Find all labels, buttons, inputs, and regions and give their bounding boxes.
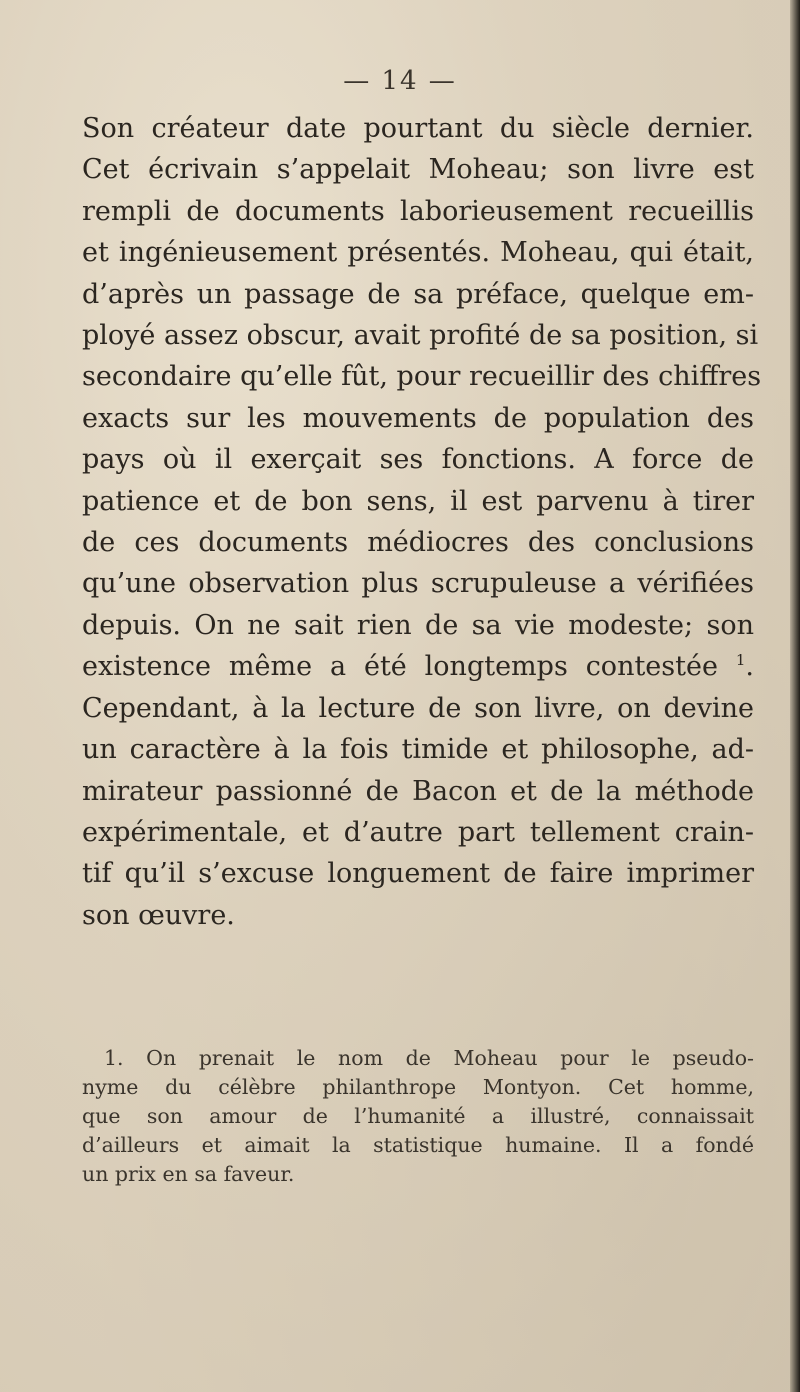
text-line: patience et de bon sens, il est parvenu à tirer <box>82 485 754 517</box>
footnote-line: que son amour de l’humanité a illustré, connaissait <box>82 1104 754 1128</box>
main-paragraph <box>82 108 762 936</box>
footnote-reference-period: . <box>745 651 754 683</box>
footnote-reference[interactable]: 1 <box>735 651 746 670</box>
text-line: Cet écrivain s’appelait Moheau; son livre est <box>82 154 754 186</box>
text-line: Cependant, à la lecture de son livre, on devine <box>82 692 754 724</box>
text-line: exacts sur les mouvements de population des <box>82 402 754 434</box>
text-line: pays où il exerçait ses fonctions. A force de <box>82 444 754 476</box>
footnote-line: d’ailleurs et aimait la statistique humaine. Il a fondé <box>82 1133 754 1157</box>
text-line-content: existence même a été longtemps contestée <box>82 651 718 683</box>
text-line: d’après un passage de sa préface, quelque em- <box>82 278 754 310</box>
text-line: ployé assez obscur, avait profité de sa position, si <box>82 320 759 352</box>
text-line: rempli de documents laborieusement recueillis <box>82 195 754 227</box>
text-line: tif qu’il s’excuse longuement de faire imprimer <box>82 858 754 890</box>
footnote-line: 1. On prenait le nom de Moheau pour le pseudo- <box>104 1046 754 1070</box>
text-line: qu’une observation plus scrupuleuse a vérifiées <box>82 568 754 600</box>
footnote-line: nyme du célèbre philanthrope Montyon. Cet homme, <box>82 1075 754 1099</box>
text-line: secondaire qu’elle fût, pour recueillir des chiffres <box>82 361 762 393</box>
text-line: et ingénieusement présentés. Moheau, qui était, <box>82 237 754 269</box>
text-line: de ces documents médiocres des conclusions <box>82 527 754 559</box>
page-edge-shadow <box>790 0 800 1392</box>
text-line: mirateur passionné de Bacon et de la méthode <box>82 775 754 807</box>
text-line: Son créateur date pourtant du siècle dernier. <box>82 113 754 144</box>
text-line: un caractère à la fois timide et philosophe, ad- <box>82 734 754 766</box>
footnote-line: un prix en sa faveur. <box>82 1162 295 1186</box>
page-number: — 14 — <box>343 66 457 96</box>
text-line: son œuvre. <box>82 899 235 931</box>
text-line: depuis. On ne sait rien de sa vie modeste; son <box>82 609 754 641</box>
text-line-with-footnote <box>82 646 754 687</box>
text-line: expérimentale, et d’autre part tellement crain- <box>82 816 754 848</box>
footnote <box>82 1044 754 1189</box>
